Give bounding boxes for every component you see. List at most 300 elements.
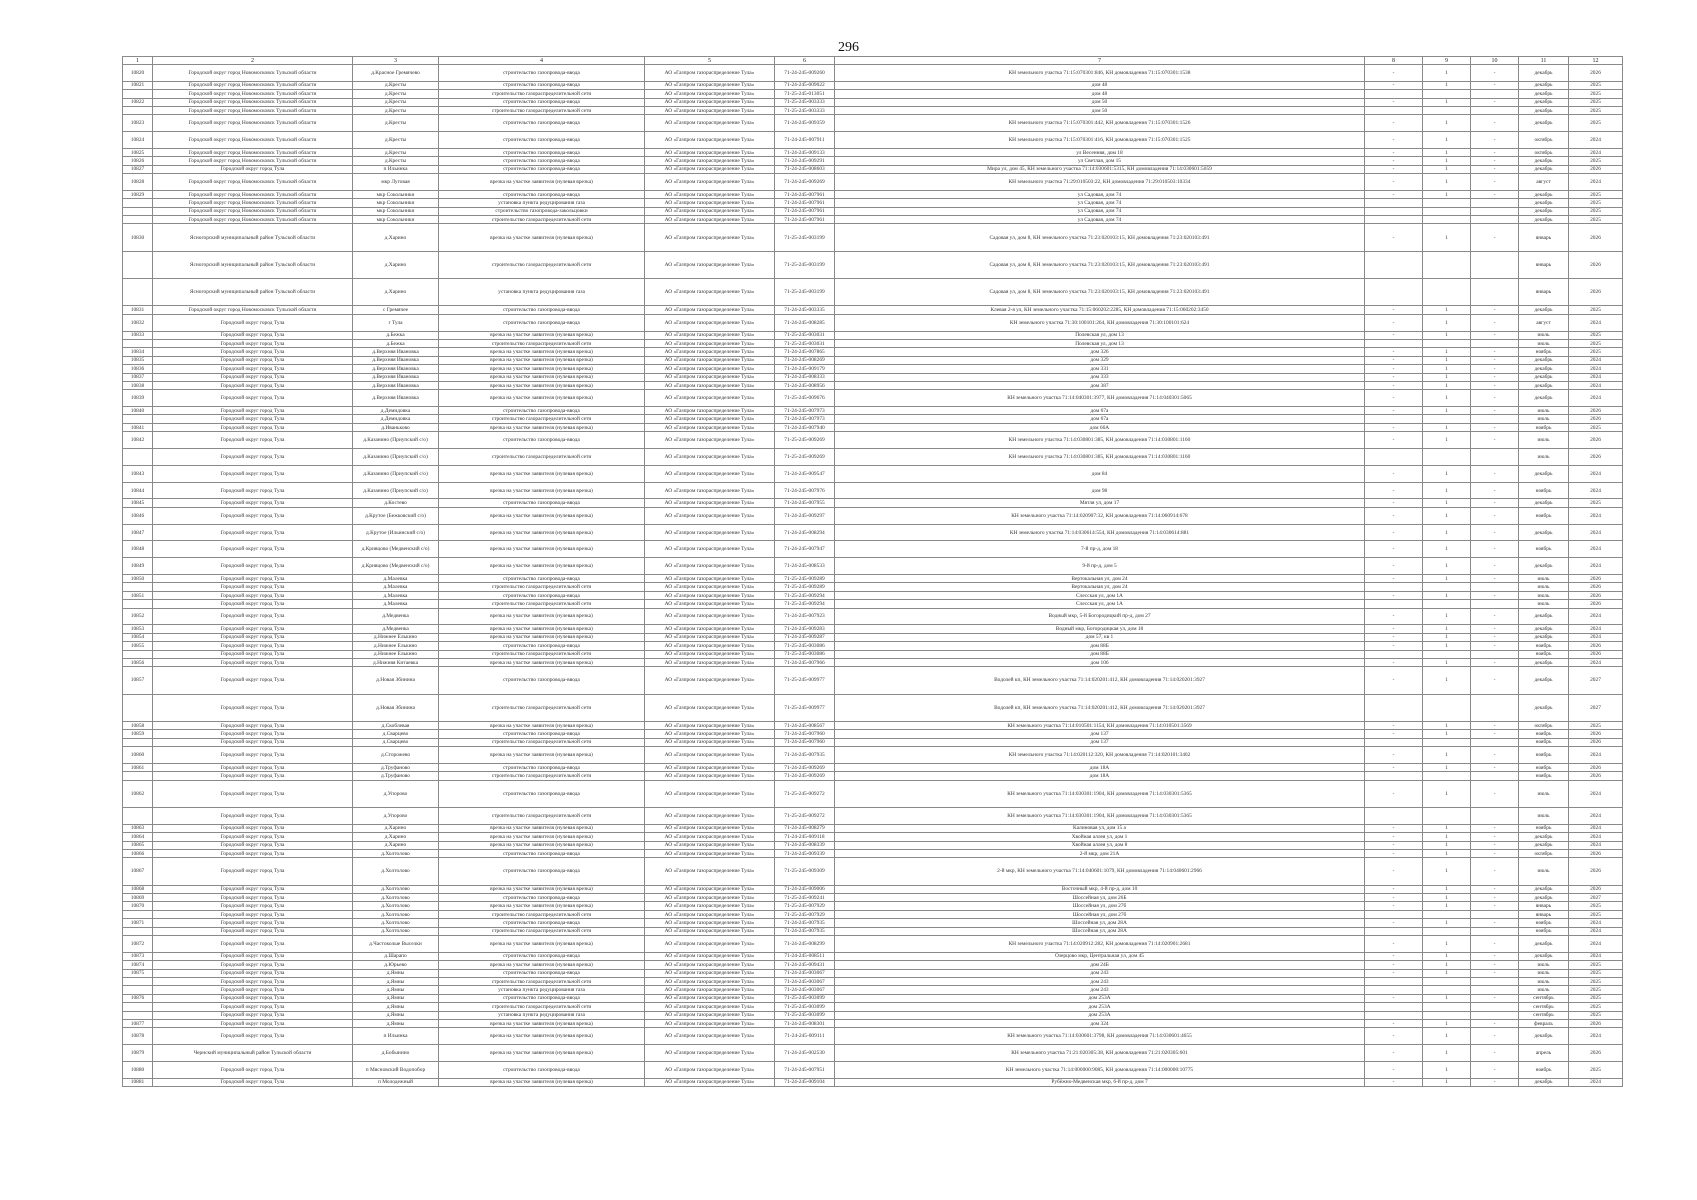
cell-application-number: 71-24-245-007961 — [775, 190, 835, 198]
cell-work-type: врезка на участке заявителя (нулевая врезка) — [439, 1028, 645, 1045]
cell-year: 2025 — [1569, 306, 1623, 314]
table-row — [123, 1011, 1623, 1019]
cell-year: 2024 — [1569, 148, 1623, 156]
cell-organization: АО «Газпром газораспределение Тула» — [645, 919, 775, 927]
cell-row-number — [123, 772, 153, 780]
cell-work-type: строительство газопровода-ввода — [439, 994, 645, 1002]
table-row — [123, 279, 1623, 306]
cell-settlement: д.Ямны — [353, 1019, 439, 1027]
cell-address: КН земельного участка 71:14:030801:385, КН домовладения 71:14:030801:1160 — [835, 449, 1365, 466]
cell-col-8 — [1365, 207, 1423, 215]
cell-organization: АО «Газпром газораспределение Тула» — [645, 115, 775, 132]
cell-work-type: врезка на участке заявителя (нулевая врезка) — [439, 365, 645, 373]
cell-organization: АО «Газпром газораспределение Тула» — [645, 575, 775, 583]
cell-month: декабрь — [1519, 81, 1569, 89]
cell-col-10: - — [1471, 730, 1519, 738]
cell-municipality: Ясногорский муниципальный район Тульской области — [153, 224, 353, 251]
cell-col-8: - — [1365, 858, 1423, 885]
cell-col-10 — [1471, 738, 1519, 746]
cell-organization: АО «Газпром газораспределение Тула» — [645, 224, 775, 251]
cell-municipality: Ясногорский муниципальный район Тульской области — [153, 279, 353, 306]
cell-col-8: - — [1365, 969, 1423, 977]
cell-address: Калиновая ул, дом 15 а — [835, 824, 1365, 832]
cell-work-type: строительство газопровода-ввода — [439, 919, 645, 927]
cell-col-8: - — [1365, 381, 1423, 389]
cell-municipality: Городской округ город Тула — [153, 633, 353, 641]
cell-col-8: - — [1365, 591, 1423, 599]
cell-col-9: 1 — [1423, 952, 1471, 960]
table-row — [123, 432, 1623, 449]
cell-settlement: д.Кривцово (Медвенский с/о) — [353, 558, 439, 575]
cell-row-number — [123, 207, 153, 215]
cell-row-number: 10850 — [123, 575, 153, 583]
table-row — [123, 824, 1623, 832]
cell-year: 2024 — [1569, 807, 1623, 824]
cell-month: декабрь — [1519, 190, 1569, 198]
cell-settlement: д.Малевка — [353, 575, 439, 583]
cell-col-8: - — [1365, 919, 1423, 927]
cell-year: 2027 — [1569, 894, 1623, 902]
cell-col-10: - — [1471, 721, 1519, 729]
cell-row-number — [123, 449, 153, 466]
cell-municipality: Городской округ город Тула — [153, 807, 353, 824]
cell-month: август — [1519, 314, 1569, 331]
cell-row-number — [123, 199, 153, 207]
table-row — [123, 524, 1623, 541]
cell-settlement: д.Холтолово — [353, 858, 439, 885]
cell-row-number: 10823 — [123, 115, 153, 132]
cell-organization: АО «Газпром газораспределение Тула» — [645, 157, 775, 165]
cell-municipality: Городской округ город Тула — [153, 721, 353, 729]
cell-settlement: д.Ямны — [353, 969, 439, 977]
cell-settlement: д.Верхняя Ивановка — [353, 356, 439, 364]
table-row — [123, 658, 1623, 666]
cell-col-9: 1 — [1423, 961, 1471, 969]
cell-year: 2024 — [1569, 132, 1623, 149]
cell-year: 2026 — [1569, 591, 1623, 599]
cell-work-type: врезка на участке заявителя (нулевая врезка) — [439, 721, 645, 729]
cell-address: 2-й мкр, КН земельного участка 71:14:040601:1079, КН домовладения 71:14:040601:2966 — [835, 858, 1365, 885]
cell-settlement: д.Костево — [353, 499, 439, 507]
cell-col-9: 1 — [1423, 894, 1471, 902]
cell-application-number: 71-24-245-009297 — [775, 507, 835, 524]
cell-col-9: 1 — [1423, 348, 1471, 356]
cell-col-8: - — [1365, 894, 1423, 902]
table-row — [123, 65, 1623, 82]
cell-year: 2025 — [1569, 986, 1623, 994]
cell-address: Хвойная аллея ул, дом 8 — [835, 841, 1365, 849]
cell-col-8 — [1365, 986, 1423, 994]
cell-year: 2024 — [1569, 1078, 1623, 1086]
cell-col-10: - — [1471, 633, 1519, 641]
cell-organization: АО «Газпром газораспределение Тула» — [645, 625, 775, 633]
cell-address: дом 24Б — [835, 961, 1365, 969]
cell-year: 2026 — [1569, 885, 1623, 893]
cell-year: 2026 — [1569, 415, 1623, 423]
cell-address: дом 67а — [835, 415, 1365, 423]
cell-month: декабрь — [1519, 894, 1569, 902]
cell-year: 2024 — [1569, 174, 1623, 191]
cell-settlement: д.Холтолово — [353, 927, 439, 935]
cell-application-number: 71-24-245-007947 — [775, 541, 835, 558]
cell-col-9 — [1423, 199, 1471, 207]
cell-settlement: д.Новая Збинина — [353, 694, 439, 721]
cell-month: июль — [1519, 415, 1569, 423]
cell-organization: АО «Газпром газораспределение Тула» — [645, 306, 775, 314]
cell-col-8: - — [1365, 885, 1423, 893]
cell-application-number: 71-25-245-009272 — [775, 780, 835, 807]
cell-month: декабрь — [1519, 1078, 1569, 1086]
cell-municipality: Городской округ город Тула — [153, 365, 353, 373]
cell-organization: АО «Газпром газораспределение Тула» — [645, 390, 775, 407]
cell-application-number: 71-24-245-008956 — [775, 381, 835, 389]
cell-application-number: 71-25-245-009241 — [775, 894, 835, 902]
cell-col-10 — [1471, 279, 1519, 306]
cell-col-8: - — [1365, 306, 1423, 314]
cell-address: КН земельного участка 71:14:030801:385, КН домовладения 71:14:030801:1160 — [835, 432, 1365, 449]
cell-work-type: строительство газопровода-ввода — [439, 858, 645, 885]
cell-settlement: д.Сторожево — [353, 747, 439, 764]
table-row — [123, 633, 1623, 641]
cell-year: 2026 — [1569, 730, 1623, 738]
cell-settlement: д.Скоблевая — [353, 721, 439, 729]
cell-month: декабрь — [1519, 1028, 1569, 1045]
cell-row-number — [123, 910, 153, 918]
cell-application-number: 71-24-245-009269 — [775, 772, 835, 780]
cell-application-number: 71-25-245-003086 — [775, 650, 835, 658]
table-row — [123, 251, 1623, 278]
cell-settlement: д.Красное Гремячево — [353, 65, 439, 82]
cell-settlement: д.Ямны — [353, 1011, 439, 1019]
cell-settlement: д.Демидовка — [353, 407, 439, 415]
cell-month: апрель — [1519, 1045, 1569, 1062]
cell-col-8: - — [1365, 190, 1423, 198]
cell-organization: АО «Газпром газораспределение Тула» — [645, 465, 775, 482]
cell-settlement: мкр Сокольники — [353, 216, 439, 224]
cell-year: 2025 — [1569, 199, 1623, 207]
cell-settlement: д.Холтолово — [353, 919, 439, 927]
cell-work-type: строительство газопровода-ввода — [439, 642, 645, 650]
cell-municipality: Городской округ город Тула — [153, 824, 353, 832]
cell-month: январь — [1519, 251, 1569, 278]
cell-municipality: Городской округ город Тула — [153, 331, 353, 339]
cell-month: ноябрь — [1519, 772, 1569, 780]
column-header-settlement: 3 — [353, 57, 439, 65]
table-row — [123, 81, 1623, 89]
cell-address: КН земельного участка 71:14:020112:320, КН домовладения 71:14:020101:3402 — [835, 747, 1365, 764]
cell-year: 2026 — [1569, 65, 1623, 82]
table-row — [123, 199, 1623, 207]
cell-address: дом 18А — [835, 772, 1365, 780]
cell-application-number: 71-24-245-007966 — [775, 658, 835, 666]
cell-work-type: врезка на участке заявителя (нулевая врезка) — [439, 356, 645, 364]
cell-row-number: 10870 — [123, 902, 153, 910]
cell-work-type: врезка на участке заявителя (нулевая врезка) — [439, 885, 645, 893]
cell-municipality: Городской округ город Тула — [153, 1011, 353, 1019]
cell-row-number — [123, 415, 153, 423]
cell-address: Садовая ул, дом 8, КН земельного участка 71:23:020103:15, КН домовладения 71:23:020103:491 — [835, 279, 1365, 306]
cell-month: ноябрь — [1519, 348, 1569, 356]
cell-work-type: строительство газопровода-ввода — [439, 667, 645, 694]
cell-col-10: - — [1471, 935, 1519, 952]
cell-organization: АО «Газпром газораспределение Тула» — [645, 348, 775, 356]
cell-year: 2026 — [1569, 583, 1623, 591]
cell-address: Мятля ул, дом 17 — [835, 499, 1365, 507]
cell-organization: АО «Газпром газораспределение Тула» — [645, 977, 775, 985]
cell-row-number: 10835 — [123, 356, 153, 364]
cell-application-number: 71-24-245-008567 — [775, 721, 835, 729]
cell-address: Шоссейная ул, дом 26Б — [835, 894, 1365, 902]
cell-col-10: - — [1471, 381, 1519, 389]
cell-month: декабрь — [1519, 833, 1569, 841]
cell-settlement: д.Бежка — [353, 331, 439, 339]
cell-organization: АО «Газпром газораспределение Тула» — [645, 600, 775, 608]
cell-organization: АО «Газпром газораспределение Тула» — [645, 279, 775, 306]
cell-month: ноябрь — [1519, 1061, 1569, 1078]
cell-col-8: - — [1365, 499, 1423, 507]
cell-col-9: 1 — [1423, 833, 1471, 841]
cell-settlement: д.Казанино (Приупский с/о) — [353, 449, 439, 466]
cell-col-10: - — [1471, 558, 1519, 575]
cell-month: декабрь — [1519, 157, 1569, 165]
cell-month: декабрь — [1519, 390, 1569, 407]
cell-organization: АО «Газпром газораспределение Тула» — [645, 216, 775, 224]
page-number: 296 — [838, 40, 859, 55]
cell-work-type: строительство газопровода-ввода — [439, 98, 645, 106]
cell-col-9: 1 — [1423, 902, 1471, 910]
cell-month: ноябрь — [1519, 541, 1569, 558]
cell-address: Рубёжно-Медвенская мкр, 6-й пр-д, дом 7 — [835, 1078, 1365, 1086]
cell-col-10: - — [1471, 994, 1519, 1002]
cell-month: октябрь — [1519, 148, 1569, 156]
cell-col-8 — [1365, 279, 1423, 306]
cell-application-number: 71-24-245-007976 — [775, 482, 835, 499]
cell-col-10: - — [1471, 919, 1519, 927]
cell-row-number — [123, 90, 153, 98]
cell-col-9: 1 — [1423, 780, 1471, 807]
cell-month: декабрь — [1519, 65, 1569, 82]
cell-settlement: д.Юрьево — [353, 961, 439, 969]
cell-application-number: 71-24-245-009022 — [775, 81, 835, 89]
table-body — [123, 65, 1623, 1087]
cell-organization: АО «Газпром газораспределение Тула» — [645, 807, 775, 824]
cell-work-type: строительство газопровода-ввода — [439, 132, 645, 149]
cell-address: Хвойная аллея ул, дом 1 — [835, 833, 1365, 841]
cell-address: дом 253А — [835, 994, 1365, 1002]
table-row — [123, 373, 1623, 381]
cell-work-type: строительство газораспределительной сети — [439, 583, 645, 591]
cell-col-10: - — [1471, 190, 1519, 198]
cell-year: 2024 — [1569, 381, 1623, 389]
cell-col-8: - — [1365, 952, 1423, 960]
table-row — [123, 780, 1623, 807]
cell-year: 2025 — [1569, 499, 1623, 507]
cell-organization: АО «Газпром газораспределение Тула» — [645, 356, 775, 364]
cell-col-9: 1 — [1423, 499, 1471, 507]
cell-col-10: - — [1471, 65, 1519, 82]
cell-month: ноябрь — [1519, 738, 1569, 746]
cell-organization: АО «Газпром газораспределение Тула» — [645, 524, 775, 541]
table-row — [123, 1045, 1623, 1062]
cell-address: дом 324 — [835, 1019, 1365, 1027]
cell-col-8 — [1365, 339, 1423, 347]
cell-work-type: врезка на участке заявителя (нулевая врезка) — [439, 1019, 645, 1027]
table-row — [123, 910, 1623, 918]
cell-settlement: д.Шарапо — [353, 952, 439, 960]
cell-address: дом 50 — [835, 98, 1365, 106]
cell-settlement: д.Крутое (Ильинский с/о) — [353, 524, 439, 541]
cell-row-number — [123, 600, 153, 608]
cell-application-number: 71-25-245-003099 — [775, 994, 835, 1002]
cell-municipality: Городской округ город Тула — [153, 849, 353, 857]
cell-row-number — [123, 650, 153, 658]
cell-settlement: д.Труфаново — [353, 772, 439, 780]
cell-work-type: строительство газораспределительной сети — [439, 738, 645, 746]
cell-year: 2025 — [1569, 98, 1623, 106]
cell-year: 2025 — [1569, 190, 1623, 198]
cell-application-number: 71-24-245-007935 — [775, 919, 835, 927]
cell-work-type: строительство газопровода-ввода — [439, 148, 645, 156]
cell-municipality: Городской округ город Тула — [153, 969, 353, 977]
cell-address: КН земельного участка 71:14:030301:1904, КН домовладения 71:14:030301:5365 — [835, 807, 1365, 824]
cell-settlement: д.Сварцево — [353, 738, 439, 746]
cell-address: дом 387 — [835, 381, 1365, 389]
cell-organization: АО «Газпром газораспределение Тула» — [645, 763, 775, 771]
cell-col-10: - — [1471, 356, 1519, 364]
cell-application-number: 71-24-245-003067 — [775, 986, 835, 994]
cell-year: 2025 — [1569, 961, 1623, 969]
cell-municipality: Городской округ город Тула — [153, 314, 353, 331]
cell-municipality: Городской округ город Тула — [153, 1003, 353, 1011]
cell-year: 2025 — [1569, 331, 1623, 339]
cell-address: дом 243 — [835, 977, 1365, 985]
cell-organization: АО «Газпром газораспределение Тула» — [645, 98, 775, 106]
cell-address: Восточный мкр, 4-й пр-д, дом 10 — [835, 885, 1365, 893]
cell-settlement: д.Иваньково — [353, 423, 439, 431]
cell-organization: АО «Газпром газораспределение Тула» — [645, 658, 775, 666]
cell-col-8: - — [1365, 608, 1423, 625]
table-row — [123, 174, 1623, 191]
table-row — [123, 499, 1623, 507]
cell-month: июль — [1519, 449, 1569, 466]
cell-col-8 — [1365, 251, 1423, 278]
cell-work-type: строительство газопровода-ввода — [439, 157, 645, 165]
cell-col-10: - — [1471, 390, 1519, 407]
cell-organization: АО «Газпром газораспределение Тула» — [645, 910, 775, 918]
cell-col-10 — [1471, 772, 1519, 780]
cell-month: ноябрь — [1519, 730, 1569, 738]
cell-municipality: Городской округ город Тула — [153, 373, 353, 381]
cell-row-number — [123, 807, 153, 824]
cell-col-10: - — [1471, 157, 1519, 165]
table-row — [123, 642, 1623, 650]
cell-row-number — [123, 1011, 153, 1019]
cell-col-8: - — [1365, 730, 1423, 738]
cell-application-number: 71-24-245-008294 — [775, 524, 835, 541]
cell-row-number: 10846 — [123, 507, 153, 524]
cell-organization: АО «Газпром газораспределение Тула» — [645, 482, 775, 499]
cell-col-9: 1 — [1423, 482, 1471, 499]
cell-settlement: д.Казанино (Приупский с/о) — [353, 432, 439, 449]
cell-col-8: - — [1365, 348, 1423, 356]
cell-application-number: 71-24-245-009269 — [775, 174, 835, 191]
cell-row-number: 10867 — [123, 858, 153, 885]
cell-work-type: строительство газораспределительной сети — [439, 910, 645, 918]
table-row — [123, 365, 1623, 373]
cell-address: дом 84 — [835, 465, 1365, 482]
cell-row-number: 10831 — [123, 306, 153, 314]
cell-address: дом 331 — [835, 365, 1365, 373]
cell-month: декабрь — [1519, 199, 1569, 207]
table-row — [123, 423, 1623, 431]
cell-application-number: 71-24-245-007955 — [775, 499, 835, 507]
cell-municipality: Чернский муниципальный район Тульской области — [153, 1045, 353, 1062]
cell-address: 7-й пр-д, дом 18 — [835, 541, 1365, 558]
cell-organization: АО «Газпром газораспределение Тула» — [645, 608, 775, 625]
cell-year: 2025 — [1569, 106, 1623, 114]
cell-organization: АО «Газпром газораспределение Тула» — [645, 449, 775, 466]
cell-month: декабрь — [1519, 90, 1569, 98]
cell-col-8: - — [1365, 432, 1423, 449]
cell-work-type: строительство газораспределительной сети — [439, 694, 645, 721]
cell-month: октябрь — [1519, 849, 1569, 857]
cell-row-number — [123, 251, 153, 278]
cell-col-8: - — [1365, 841, 1423, 849]
cell-application-number: 71-25-245-003031 — [775, 339, 835, 347]
cell-year: 2024 — [1569, 824, 1623, 832]
cell-settlement: д.Холтолово — [353, 902, 439, 910]
cell-application-number: 71-24-245-009359 — [775, 115, 835, 132]
cell-row-number — [123, 216, 153, 224]
cell-col-9: 1 — [1423, 306, 1471, 314]
cell-municipality: Городской округ город Тула — [153, 390, 353, 407]
cell-col-10: - — [1471, 952, 1519, 960]
cell-municipality: Городской округ город Тула — [153, 608, 353, 625]
column-header-col-8: 8 — [1365, 57, 1423, 65]
cell-row-number: 10829 — [123, 190, 153, 198]
cell-work-type: строительство газопровода-ввода — [439, 952, 645, 960]
cell-col-8 — [1365, 415, 1423, 423]
cell-col-8: - — [1365, 541, 1423, 558]
cell-address: КН земельного участка 71:14:000000:9085, КН домовладения 71:14:000000:10775 — [835, 1061, 1365, 1078]
cell-municipality: Городской округ город Новомосковск Тульской области — [153, 98, 353, 106]
cell-address: КН земельного участка 71:30:100101:264, КН домовладения 71:30:100101:624 — [835, 314, 1365, 331]
cell-settlement: д.Казанино (Приупский с/о) — [353, 482, 439, 499]
cell-organization: АО «Газпром газораспределение Тула» — [645, 65, 775, 82]
cell-month: декабрь — [1519, 667, 1569, 694]
cell-row-number: 10845 — [123, 499, 153, 507]
table-row — [123, 1061, 1623, 1078]
cell-address: 9-й пр-д, дом 5 — [835, 558, 1365, 575]
table-row — [123, 625, 1623, 633]
cell-col-8 — [1365, 1003, 1423, 1011]
cell-settlement: д.Верхняя Ивановка — [353, 373, 439, 381]
cell-col-8: - — [1365, 115, 1423, 132]
cell-col-10: - — [1471, 1078, 1519, 1086]
cell-month: ноябрь — [1519, 824, 1569, 832]
cell-address: КН земельного участка 71:14:020912:282, КН домовладения 71:14:020901:2681 — [835, 935, 1365, 952]
cell-address: Полевская ул, дом 13 — [835, 339, 1365, 347]
cell-col-9: 1 — [1423, 524, 1471, 541]
cell-col-8: - — [1365, 81, 1423, 89]
cell-work-type: врезка на участке заявителя (нулевая врезка) — [439, 1078, 645, 1086]
cell-application-number: 71-24-245-009133 — [775, 148, 835, 156]
cell-municipality: Городской округ город Тула — [153, 780, 353, 807]
table-row — [123, 952, 1623, 960]
cell-col-10: - — [1471, 833, 1519, 841]
cell-organization: АО «Газпром газораспределение Тула» — [645, 90, 775, 98]
table-row — [123, 106, 1623, 114]
